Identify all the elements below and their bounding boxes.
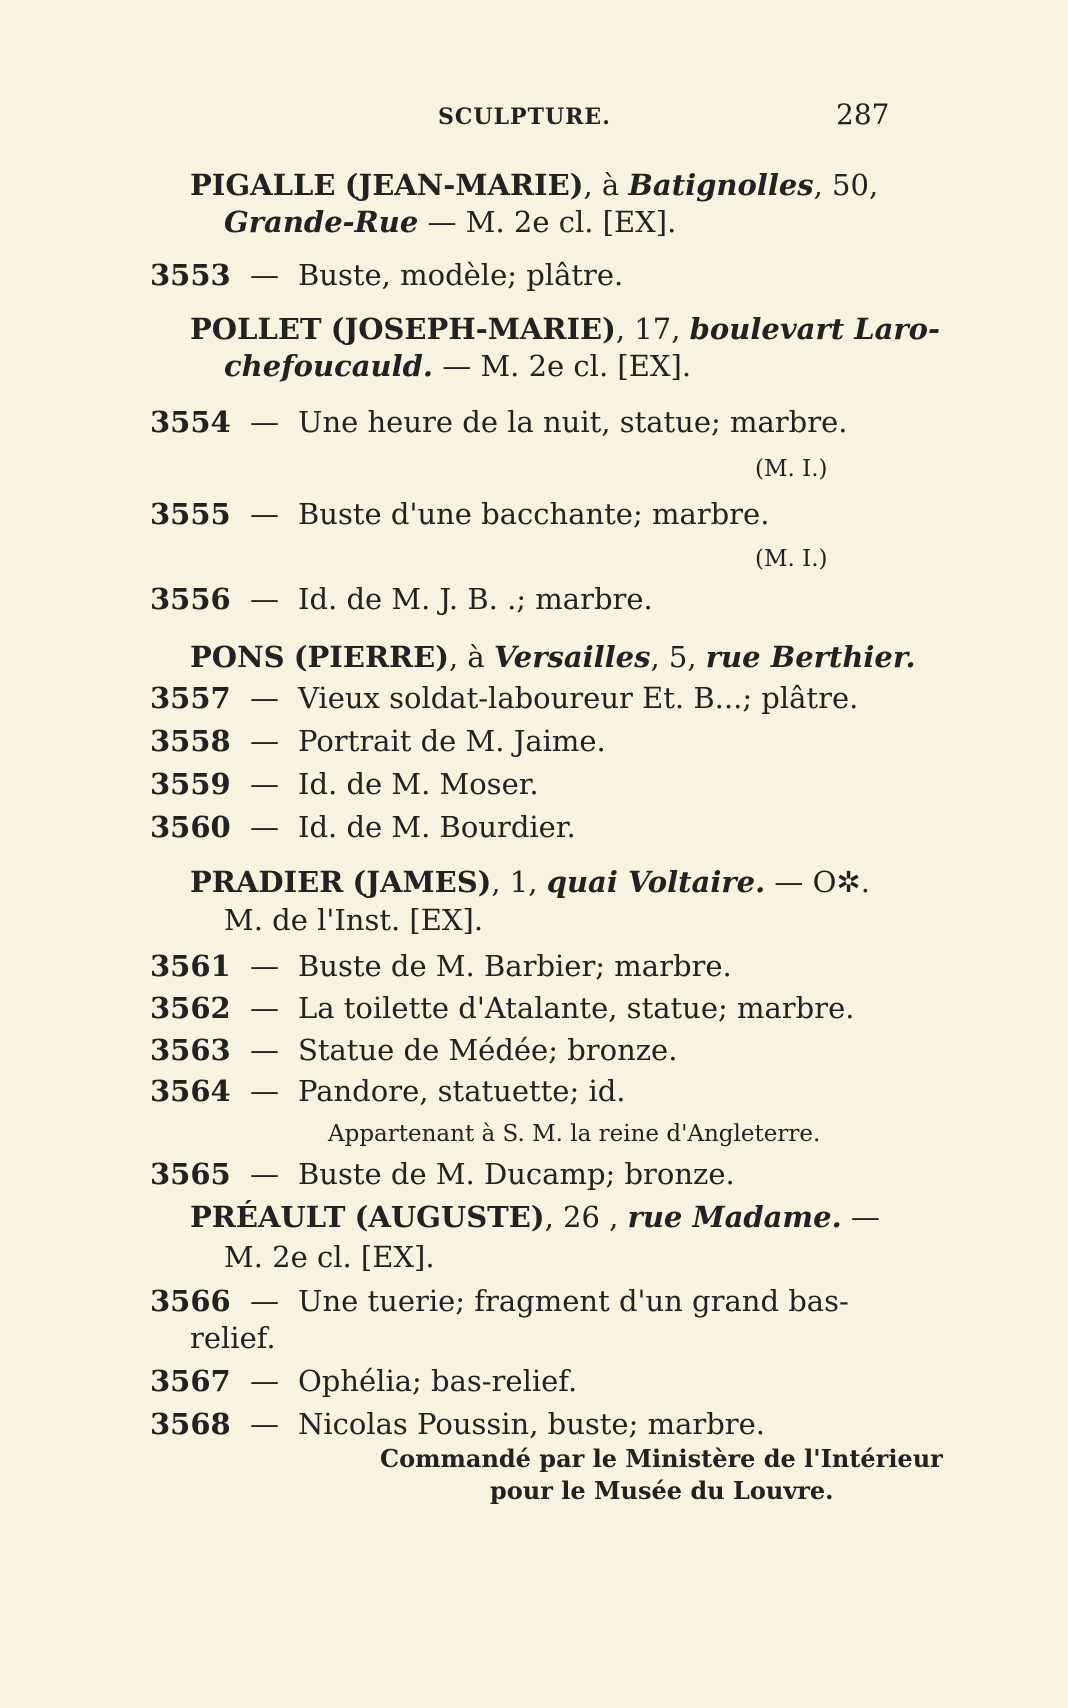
artist-heading: PRÉAULT (AUGUSTE), 26 , rue Madame. — bbox=[190, 1200, 880, 1234]
commission-note: pour le Musée du Louvre. bbox=[490, 1476, 834, 1505]
work-entry: 3565 — Buste de M. Ducamp; bronze. bbox=[150, 1157, 735, 1191]
artist-heading: POLLET (JOSEPH-MARIE), 17, boulevart Laro- bbox=[190, 312, 941, 346]
work-entry: 3568 — Nicolas Poussin, buste; marbre. bbox=[150, 1407, 766, 1441]
page-number: 287 bbox=[836, 98, 890, 131]
work-entry: 3559 — Id. de M. Moser. bbox=[150, 767, 539, 801]
artist-name: PRÉAULT bbox=[190, 1200, 346, 1234]
work-entry: 3557 — Vieux soldat-laboureur Et. B...; plâtre. bbox=[150, 681, 859, 715]
work-entry: 3567 — Ophélia; bas-relief. bbox=[150, 1364, 578, 1398]
artist-address-continued: chefoucauld. — M. 2e cl. [EX]. bbox=[224, 349, 692, 383]
work-entry-continued: relief. bbox=[190, 1321, 276, 1355]
work-entry: 3555 — Buste d'une bacchante; marbre. bbox=[150, 497, 770, 531]
work-entry: 3566 — Une tuerie; fragment d'un grand bas- bbox=[150, 1284, 849, 1318]
work-entry: 3563 — Statue de Médée; bronze. bbox=[150, 1033, 678, 1067]
running-head: SCULPTURE. bbox=[438, 104, 611, 130]
work-entry: 3561 — Buste de M. Barbier; marbre. bbox=[150, 949, 732, 983]
work-entry: 3556 — Id. de M. J. B. .; marbre. bbox=[150, 582, 653, 616]
work-entry: 3560 — Id. de M. Bourdier. bbox=[150, 810, 576, 844]
artist-heading: PIGALLE (JEAN-MARIE), à Batignolles, 50, bbox=[190, 168, 879, 202]
artist-heading: PRADIER (JAMES), 1, quai Voltaire. — O✲. bbox=[190, 865, 870, 899]
collection-note: (M. I.) bbox=[755, 546, 828, 572]
artist-address-continued: M. 2e cl. [EX]. bbox=[224, 1240, 435, 1274]
artist-address-continued: Grande-Rue — M. 2e cl. [EX]. bbox=[224, 205, 677, 239]
artist-name: PONS bbox=[190, 640, 285, 674]
commission-note: Commandé par le Ministère de l'Intérieur bbox=[380, 1444, 943, 1473]
artist-name: POLLET bbox=[190, 312, 322, 346]
work-entry: 3554 — Une heure de la nuit, statue; marbre. bbox=[150, 405, 848, 439]
artist-first-name: (PIERRE) bbox=[293, 640, 449, 674]
work-entry: 3562 — La toilette d'Atalante, statue; marbre. bbox=[150, 991, 855, 1025]
artist-address-continued: M. de l'Inst. [EX]. bbox=[224, 903, 484, 937]
artist-name: PIGALLE bbox=[190, 168, 336, 202]
artist-name: PRADIER bbox=[190, 865, 344, 899]
artist-first-name: (AUGUSTE) bbox=[354, 1200, 545, 1234]
work-entry: 3564 — Pandore, statuette; id. bbox=[150, 1074, 626, 1108]
work-number: 3553 bbox=[150, 258, 231, 292]
work-description: Buste, modèle; plâtre. bbox=[298, 258, 624, 292]
work-entry: 3558 — Portrait de M. Jaime. bbox=[150, 724, 606, 758]
artist-heading: PONS (PIERRE), à Versailles, 5, rue Berthier. bbox=[190, 640, 916, 674]
collection-note: (M. I.) bbox=[755, 456, 828, 482]
work-entry: 3553 — Buste, modèle; plâtre. bbox=[150, 258, 624, 292]
ownership-note: Appartenant à S. M. la reine d'Angleterre. bbox=[328, 1121, 821, 1147]
artist-first-name: (JAMES) bbox=[352, 865, 492, 899]
artist-first-name: (JEAN-MARIE) bbox=[344, 168, 584, 202]
artist-first-name: (JOSEPH-MARIE) bbox=[330, 312, 616, 346]
